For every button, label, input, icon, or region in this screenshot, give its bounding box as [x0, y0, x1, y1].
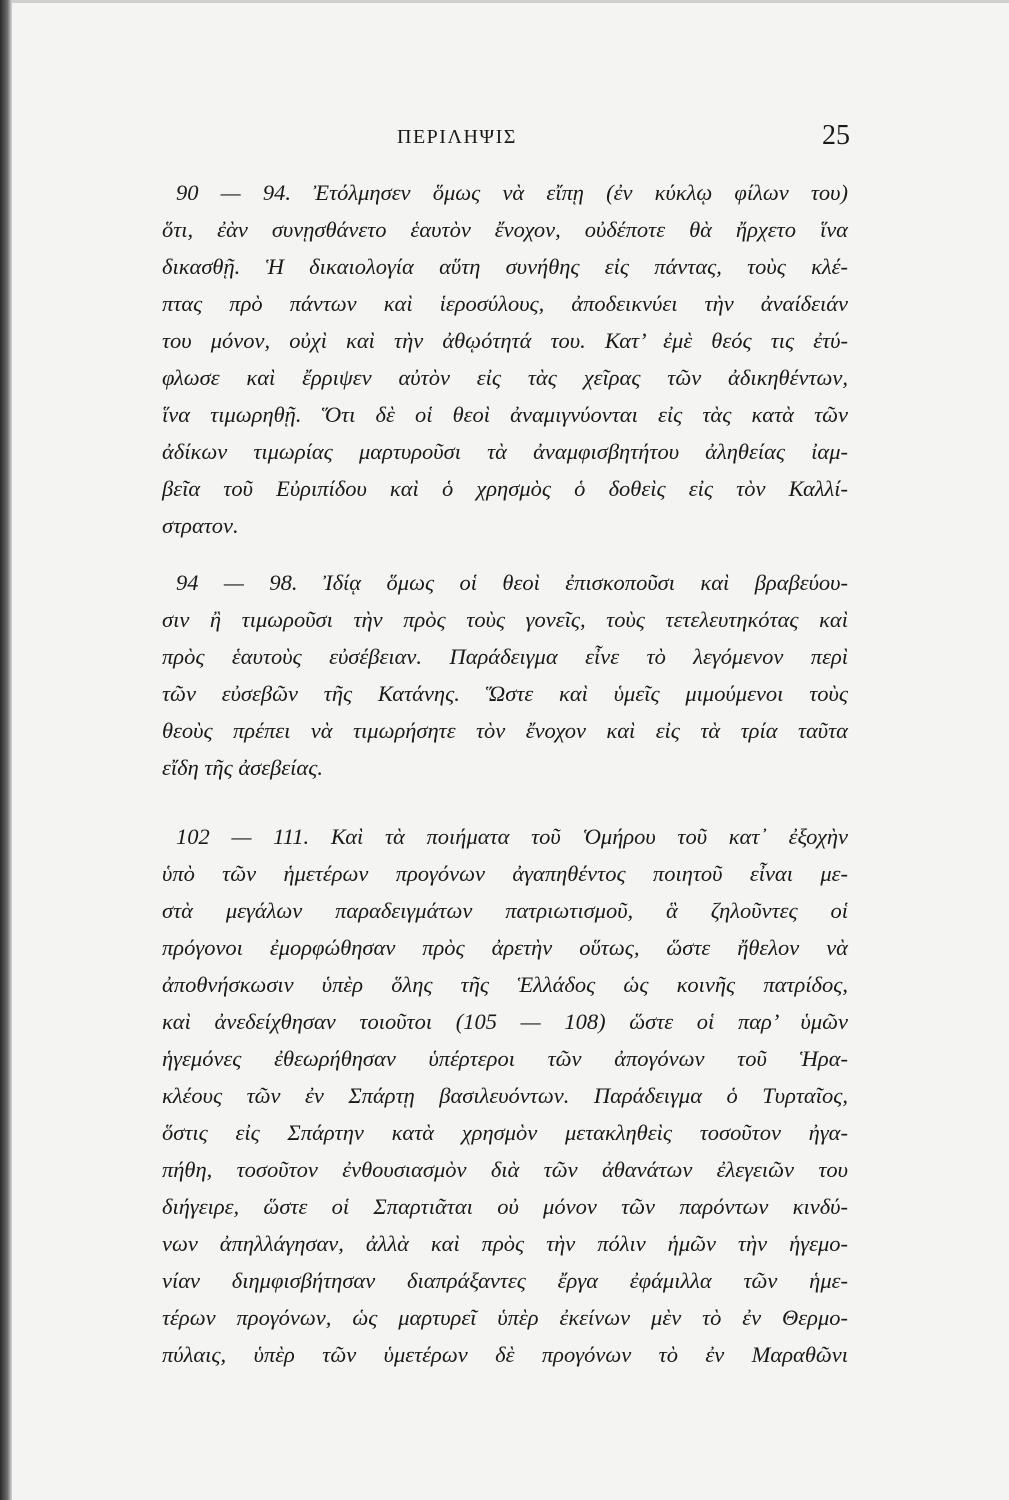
- text-line: ὅστις εἰς Σπάρτην κατὰ χρησμὸν μετακληθεὶς τοσοῦτον ἠγα-: [162, 1120, 848, 1145]
- paragraph-90-94: [162, 174, 848, 544]
- scan-top-edge: [0, 0, 1009, 3]
- paragraph-94-98: [162, 564, 848, 786]
- text-line: νίαν διημφισβήτησαν διαπράξαντες ἔργα ἐφάμιλλα τῶν ἡμε-: [162, 1268, 848, 1293]
- text-line: θεοὺς πρέπει νὰ τιμωρήσητε τὸν ἔνοχον καὶ εἰς τὰ τρία ταῦτα: [162, 718, 848, 743]
- text-line: φλωσε καὶ ἔρριψεν αὐτὸν εἰς τὰς χεῖρας τῶν ἀδικηθέντων,: [162, 365, 848, 390]
- text-line: σιν ἢ τιμωροῦσι τὴν πρὸς τοὺς γονεῖς, τοὺς τετελευτηκότας καὶ: [162, 607, 848, 632]
- text-line: 102 — 111. Καὶ τὰ ποιήματα τοῦ Ὁμήρου τοῦ κατ᾽ ἐξοχὴν: [176, 824, 848, 849]
- text-line: δικασθῇ. Ἡ δικαιολογία αὕτη συνήθης εἰς πάντας, τοὺς κλέ-: [162, 254, 848, 279]
- text-line: στρατον.: [162, 513, 239, 538]
- text-line: πρόγονοι ἐμορφώθησαν πρὸς ἀρετὴν οὕτως, ὥστε ἤθελον νὰ: [162, 935, 848, 960]
- text-line: ὑπὸ τῶν ἡμετέρων προγόνων ἀγαπηθέντος ποιητοῦ εἶναι με-: [162, 861, 848, 886]
- text-line: βεῖα τοῦ Εὐριπίδου καὶ ὁ χρησμὸς ὁ δοθεὶς εἰς τὸν Καλλί-: [162, 476, 848, 501]
- page-number: 25: [822, 120, 850, 151]
- text-line: 94 — 98. Ἰδίᾳ ὅμως οἱ θεοὶ ἐπισκοποῦσι καὶ βραβεύου-: [176, 570, 848, 595]
- text-line: ἀποθνήσκωσιν ὑπὲρ ὅλης τῆς Ἑλλάδος ὡς κοινῆς πατρίδος,: [162, 972, 848, 997]
- text-line: πύλαις, ὑπὲρ τῶν ὑμετέρων δὲ προγόνων τὸ ἐν Μαραθῶνι: [162, 1342, 848, 1367]
- text-line: καὶ ἀνεδείχθησαν τοιοῦτοι (105 — 108) ὥστε οἱ παρ’ ὑμῶν: [162, 1009, 848, 1034]
- text-line: πήθη, τοσοῦτον ἐνθουσιασμὸν διὰ τῶν ἀθανάτων ἐλεγειῶν του: [162, 1157, 848, 1182]
- scan-left-edge: [0, 0, 12, 1500]
- paragraph-102-111: [162, 818, 848, 1373]
- text-line: τέρων προγόνων, ὡς μαρτυρεῖ ὑπὲρ ἐκείνων μὲν τὸ ἐν Θερμο-: [162, 1305, 848, 1330]
- running-head: [160, 120, 850, 156]
- text-line: στὰ μεγάλων παραδειγμάτων πατριωτισμοῦ, ἃ ζηλοῦντες οἱ: [162, 898, 848, 923]
- text-line: διήγειρε, ὥστε οἱ Σπαρτιᾶται οὐ μόνον τῶν παρόντων κινδύ-: [162, 1194, 848, 1219]
- text-line: νων ἀπηλλάγησαν, ἀλλὰ καὶ πρὸς τὴν πόλιν ἡμῶν τὴν ἡγεμο-: [162, 1231, 848, 1256]
- text-line: του μόνον, οὐχὶ καὶ τὴν ἀθῳότητά του. Κατ’ ἐμὲ θεός τις ἐτύ-: [162, 328, 848, 353]
- text-line: ἡγεμόνες ἐθεωρήθησαν ὑπέρτεροι τῶν ἀπογόνων τοῦ Ἡρα-: [162, 1046, 848, 1071]
- text-line: πτας πρὸ πάντων καὶ ἱεροσύλους, ἀποδεικνύει τὴν ἀναίδειάν: [162, 291, 848, 316]
- text-line: ὅτι, ἐὰν συνῃσθάνετο ἑαυτὸν ἔνοχον, οὐδέποτε θὰ ἤρχετο ἵνα: [162, 217, 848, 242]
- text-line: 90 — 94. Ἐτόλμησεν ὅμως νὰ εἴπῃ (ἐν κύκλῳ φίλων του): [176, 180, 848, 205]
- page-title: ΠΕΡΙΛΗΨΙΣ: [397, 126, 517, 148]
- text-line: πρὸς ἑαυτοὺς εὐσέβειαν. Παράδειγμα εἶνε τὸ λεγόμενον περὶ: [162, 644, 848, 669]
- text-line: ἵνα τιμωρηθῇ. Ὅτι δὲ οἱ θεοὶ ἀναμιγνύονται εἰς τὰς κατὰ τῶν: [162, 402, 848, 427]
- text-line: κλέους τῶν ἐν Σπάρτῃ βασιλευόντων. Παράδειγμα ὁ Τυρταῖος,: [162, 1083, 848, 1108]
- text-line: τῶν εὐσεβῶν τῆς Κατάνης. Ὥστε καὶ ὑμεῖς μιμούμενοι τοὺς: [162, 681, 848, 706]
- text-line: ἀδίκων τιμωρίας μαρτυροῦσι τὰ ἀναμφισβητήτου ἀληθείας ἰαμ-: [162, 439, 848, 464]
- text-line: εἴδη τῆς ἀσεβείας.: [162, 755, 323, 780]
